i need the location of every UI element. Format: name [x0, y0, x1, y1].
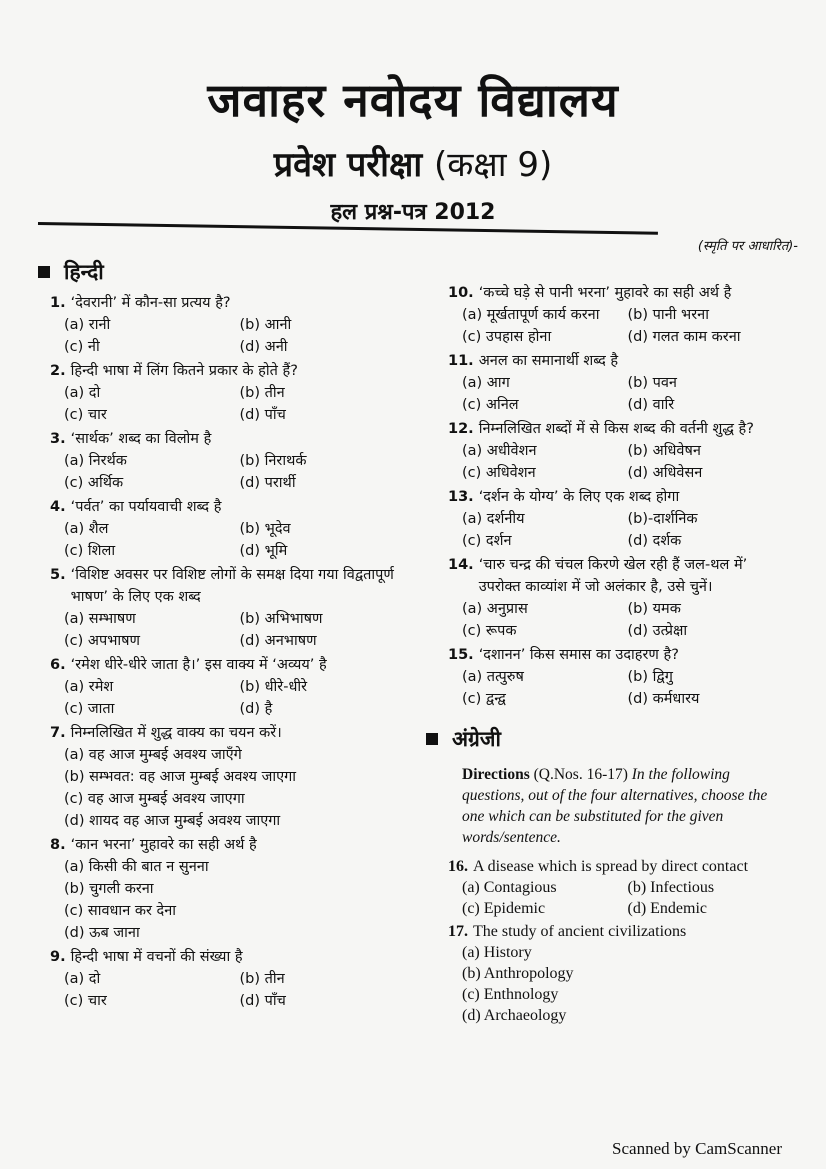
question	[50, 564, 415, 652]
option-c: (c) अधिवेशन	[462, 465, 536, 481]
question-number: 15.	[448, 647, 474, 663]
option-d: (d) अनभाषण	[239, 633, 317, 649]
option-c: (c) अनिल	[462, 397, 519, 413]
option-d: (d) अधिवेसन	[627, 465, 703, 481]
question-text: ‘कान भरना’ मुहावरे का सही अर्थ है	[70, 837, 257, 853]
directions-label: Directions	[462, 766, 530, 783]
question	[50, 722, 415, 832]
question-number: 17.	[448, 923, 468, 940]
option-a: (a) अनुप्रास	[462, 601, 528, 617]
question-number: 8.	[50, 837, 66, 853]
question-number: 7.	[50, 725, 66, 741]
question	[50, 292, 415, 358]
question	[448, 350, 793, 416]
question	[448, 644, 793, 710]
option-b: (b) Infectious	[627, 879, 715, 896]
question	[50, 834, 415, 944]
question	[448, 554, 793, 642]
option-c: (c) अपभाषण	[64, 633, 141, 649]
question	[50, 946, 415, 1012]
option-c: (c) अर्थिक	[64, 475, 124, 491]
question-number: 12.	[448, 421, 474, 437]
right-column	[448, 282, 793, 1028]
option-a: (a) आग	[462, 375, 510, 391]
option-b: (b) तीन	[239, 385, 285, 401]
exam-title	[0, 140, 826, 186]
option-d: (d) कर्मधारय	[627, 691, 700, 707]
question-text: अनल का समानार्थी शब्द है	[478, 353, 619, 369]
section-hindi-label: हिन्दी	[64, 260, 104, 284]
option-d: (d) अनी	[239, 339, 288, 355]
question-number: 6.	[50, 657, 66, 673]
exam-name: प्रवेश परीक्षा	[273, 145, 423, 185]
question-text: A disease which is spread by direct contact	[473, 858, 749, 875]
question	[50, 654, 415, 720]
question-number: 3.	[50, 431, 66, 447]
option-d: (d) शायद वह आज मुम्बई अवश्य जाएगा	[64, 813, 281, 829]
question-text: हिन्दी भाषा में वचनों की संख्या है	[70, 949, 243, 965]
option-a: (a) दर्शनीय	[462, 511, 525, 527]
option-a: (a) शैल	[64, 521, 109, 537]
directions	[462, 764, 793, 848]
option-d: (d) पाँच	[239, 993, 286, 1009]
option-d: (d) वारि	[627, 397, 675, 413]
question-number: 4.	[50, 499, 66, 515]
option-a: (a) दो	[64, 971, 101, 987]
option-b: (b) अभिभाषण	[239, 611, 323, 627]
option-a: (a) निरर्थक	[64, 453, 127, 469]
question	[448, 418, 793, 484]
question-number: 16.	[448, 858, 468, 875]
option-d: (d) है	[239, 701, 273, 717]
option-b: (b) अधिवेषन	[627, 443, 701, 459]
question-number: 5.	[50, 567, 66, 583]
option-c: (c) चार	[64, 407, 107, 423]
option-b: (b) Anthropology	[462, 965, 574, 982]
directions-range: (Q.Nos. 16-17)	[533, 766, 628, 783]
question-text: The study of ancient civilizations	[473, 923, 687, 940]
option-c: (c) उपहास होना	[462, 329, 552, 345]
option-c: (c) जाता	[64, 701, 115, 717]
bullet-square-icon	[38, 266, 50, 278]
question-number: 10.	[448, 285, 474, 301]
option-c: (c) सावधान कर देना	[64, 903, 177, 919]
option-b: (b) निराथर्क	[239, 453, 307, 469]
question-text: ‘देवरानी’ में कौन-सा प्रत्यय है?	[70, 295, 231, 311]
question-text: निम्नलिखित में शुद्ध वाक्य का चयन करें।	[70, 725, 282, 741]
question-text: ‘पर्वत’ का पर्यायवाची शब्द है	[70, 499, 222, 515]
option-c: (c) चार	[64, 993, 107, 1009]
question-number: 9.	[50, 949, 66, 965]
question-text: ‘कच्चे घड़े से पानी भरना’ मुहावरे का सही अर्थ है	[478, 285, 732, 301]
section-english	[426, 728, 793, 750]
question-number: 2.	[50, 363, 66, 379]
left-column	[50, 292, 415, 1014]
option-d: (d) भूमि	[239, 543, 288, 559]
option-b: (b) चुगली करना	[64, 881, 154, 897]
option-d: (d) परार्थी	[239, 475, 296, 491]
question-number: 14.	[448, 557, 474, 573]
option-b: (b) पवन	[627, 375, 677, 391]
option-a: (a) Contagious	[462, 879, 557, 896]
option-a: (a) किसी की बात न सुनना	[64, 859, 209, 875]
option-c: (c) Enthnology	[462, 986, 559, 1003]
option-c: (c) नी	[64, 339, 100, 355]
question	[50, 496, 415, 562]
question-text: हिन्दी भाषा में लिंग कितने प्रकार के होते हैं?	[70, 363, 298, 379]
question	[448, 282, 793, 348]
option-d: (d) ऊब जाना	[64, 925, 140, 941]
option-c: (c) वह आज मुम्बई अवश्य जाएगा	[64, 791, 245, 807]
option-c: (c) रूपक	[462, 623, 517, 639]
option-a: (a) अधीवेशन	[462, 443, 537, 459]
question-number: 13.	[448, 489, 474, 505]
option-c: (c) Epidemic	[462, 900, 546, 917]
question-number: 11.	[448, 353, 474, 369]
option-a: (a) रमेश	[64, 679, 114, 695]
option-c: (c) दर्शन	[462, 533, 512, 549]
question-text: ‘दशानन’ किस समास का उदाहरण है?	[478, 647, 679, 663]
school-title: जवाहर नवोदय विद्यालय	[207, 73, 619, 127]
question-text: ‘चारु चन्द्र की चंचल किरणे खेल रही हैं जल-थल में’ उपरोक्त काव्यांश में जो अलंकार है, उसे चुनें।	[478, 557, 748, 595]
paper-title: हल प्रश्न-पत्र 2012	[330, 200, 496, 225]
option-b: (b) सम्भवत: वह आज मुम्बई अवश्य जाएगा	[64, 769, 297, 785]
section-english-label: अंग्रेजी	[452, 727, 501, 751]
option-a: (a) तत्पुरुष	[462, 669, 524, 685]
option-b: (b) यमक	[627, 601, 681, 617]
class-label: (कक्षा 9)	[434, 145, 553, 185]
option-a: (a) रानी	[64, 317, 111, 333]
scanner-watermark: Scanned by CamScanner	[612, 1139, 782, 1158]
section-hindi	[38, 258, 104, 286]
question	[50, 428, 415, 494]
option-b: (b) आनी	[239, 317, 292, 333]
option-d: (d) दर्शक	[627, 533, 682, 549]
directions-text: In the following questions, out of the four alternatives, choose the one which can be substituted for the given words/sentence.	[462, 766, 768, 846]
option-d: (d) उत्प्रेक्षा	[627, 623, 688, 639]
option-c: (c) द्वन्द्व	[462, 691, 506, 707]
option-a: (a) दो	[64, 385, 101, 401]
option-d: (d) पाँच	[239, 407, 286, 423]
option-a: (a) मूर्खतापूर्ण कार्य करना	[462, 307, 600, 323]
question	[448, 921, 793, 1026]
question	[448, 856, 793, 919]
option-b: (b)-दार्शनिक	[627, 511, 698, 527]
option-d: (d) गलत काम करना	[627, 329, 741, 345]
option-c: (c) शिला	[64, 543, 116, 559]
option-d: (d) Endemic	[627, 900, 708, 917]
question-text: ‘सार्थक’ शब्द का विलोम है	[70, 431, 212, 447]
option-b: (b) द्विगु	[627, 669, 673, 685]
option-b: (b) भूदेव	[239, 521, 291, 537]
option-a: (a) सम्भाषण	[64, 611, 136, 627]
option-b: (b) पानी भरना	[627, 307, 709, 323]
option-b: (b) धीरे-धीरे	[239, 679, 308, 695]
question	[448, 486, 793, 552]
option-b: (b) तीन	[239, 971, 285, 987]
question-text: ‘रमेश धीरे-धीरे जाता है।’ इस वाक्य में ‘अव्यय’ है	[70, 657, 327, 673]
question	[50, 360, 415, 426]
question-text: ‘विशिष्ट अवसर पर विशिष्ट लोगों के समक्ष दिया गया विद्वतापूर्ण भाषण’ के लिए एक शब्द	[70, 567, 394, 605]
option-a: (a) History	[462, 944, 532, 961]
question-text: ‘दर्शन के योग्य’ के लिए एक शब्द होगा	[478, 489, 680, 505]
option-d: (d) Archaeology	[462, 1007, 567, 1024]
option-a: (a) वह आज मुम्बई अवश्य जाएँगे	[64, 747, 242, 763]
memory-note: (स्मृति पर आधारित)-	[697, 239, 798, 254]
question-text: निम्नलिखित शब्दों में से किस शब्द की वर्तनी शुद्ध है?	[478, 421, 754, 437]
bullet-square-icon	[426, 733, 438, 745]
question-number: 1.	[50, 295, 66, 311]
